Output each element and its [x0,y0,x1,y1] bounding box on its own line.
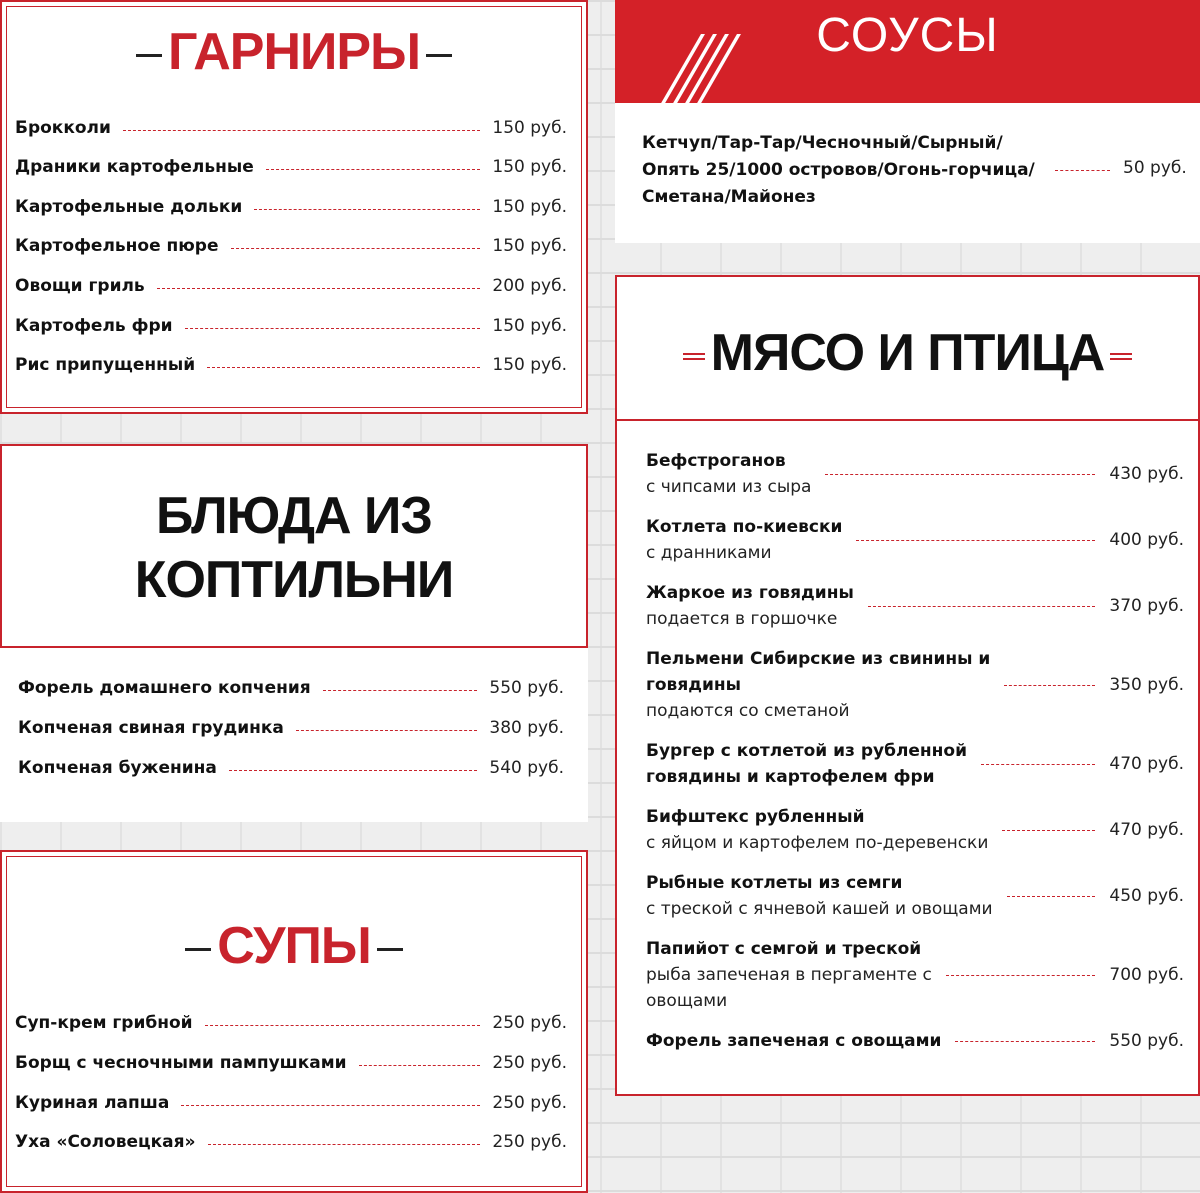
menu-item: Драники картофельные 150 руб. [15,157,567,177]
menu-item: Рис припущенный 150 руб. [15,355,567,375]
menu-item: Папийот с семгой и треской рыба запеченая в пергаменте с овощами 700 руб. [646,939,1184,1011]
menu-item: Борщ с чесночными пампушками 250 руб. [15,1053,567,1073]
menu-item: Овощи гриль 200 руб. [15,276,567,296]
menu-item: Бефстроганов с чипсами из сыра 430 руб. [646,451,1184,497]
koptilnya-title: БЛЮДА ИЗ КОПТИЛЬНИ [134,487,454,609]
menu-item: Жаркое из говядины подается в горшочке 370 руб. [646,583,1184,629]
sousy-dots [1055,170,1110,171]
sousy-title: СОУСЫ [816,9,999,62]
menu-item: Пельмени Сибирские из свинины и говядины подаются со сметаной 350 руб. [646,649,1184,721]
sousy-header [615,0,1200,103]
menu-item: Картофель фри 150 руб. [15,316,567,336]
menu-item: Уха «Соловецкая» 250 руб. [15,1132,567,1152]
menu-item: Брокколи 150 руб. [15,118,567,138]
menu-item: Картофельные дольки 150 руб. [15,197,567,217]
sousy-price: 50 руб. [1123,158,1187,178]
menu-item: Копченая свиная грудинка 380 руб. [18,718,564,738]
myaso-divider [617,419,1198,421]
menu-item: Бургер с котлетой из рубленной говядины и картофелем фри 470 руб. [646,741,1184,787]
menu-item: Куриная лапша 250 руб. [15,1093,567,1113]
garniry-title: ГАРНИРЫ [2,22,586,82]
koptilnya-header [0,444,588,648]
menu-item: Бифштекс рубленный с яйцом и картофелем по-деревенски 470 руб. [646,807,1184,853]
menu-item: Суп-крем грибной 250 руб. [15,1013,567,1033]
menu-item: Копченая буженина 540 руб. [18,758,564,778]
menu-item: Форель домашнего копчения 550 руб. [18,678,564,698]
menu-item: Котлета по-киевски с дранниками 400 руб. [646,517,1184,563]
menu-item: Форель запеченая с овощами 550 руб. [646,1031,1184,1051]
sousy-list: Кетчуп/Тар-Тар/Чесночный/Сырный/ Опять 25/1000 островов/Огонь-горчица/ Сметана/Майонез [642,133,1035,207]
menu-item: Картофельное пюре 150 руб. [15,236,567,256]
menu-item: Рыбные котлеты из семги с треской с ячневой кашей и овощами 450 руб. [646,873,1184,919]
myaso-title: МЯСО И ПТИЦА [617,323,1198,383]
supy-title: СУПЫ [2,916,586,976]
